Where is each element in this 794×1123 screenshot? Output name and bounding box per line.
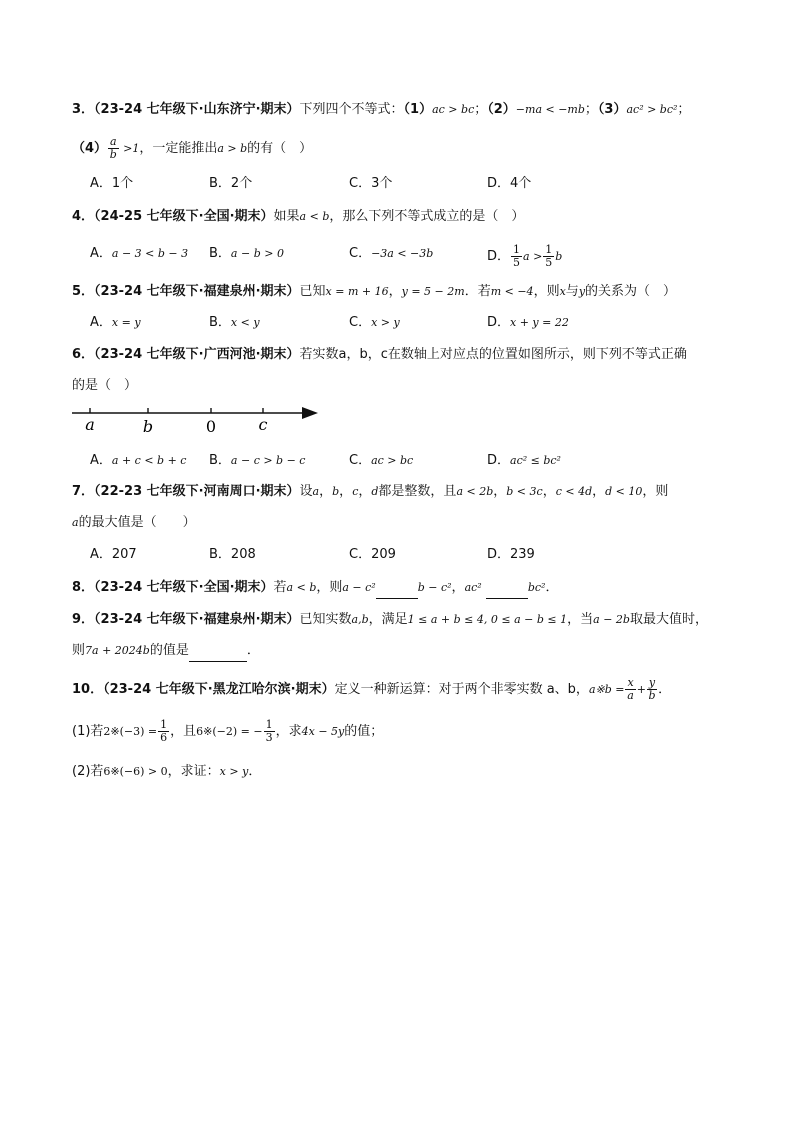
q5-options (90, 313, 730, 333)
q9-condition: 1 ≤ a + b ≤ 4, 0 ≤ a − b ≤ 1 (407, 613, 568, 626)
q10-part2-text: ，求证： (167, 764, 220, 779)
q7-var-b: b (332, 485, 340, 498)
option-label: D． (487, 315, 511, 330)
q7-cond1: a < 2b (456, 485, 494, 498)
q10-number: 10． (72, 682, 104, 697)
q7-line2-text: 的最大值是（ ） (78, 515, 196, 530)
q6-option-b[interactable] (209, 451, 305, 471)
option-label: B． (209, 453, 231, 468)
option-value: ac² ≤ bc² (510, 454, 561, 467)
q6-stem: 若实数a，b，c在数轴上对应点的位置如图所示，则下列不等式正确 (299, 347, 687, 362)
q8-source: （23-24 七年级下·全国·期末） (94, 580, 274, 595)
q7-option-b[interactable]: B．208 (209, 547, 256, 562)
q10-part2-label: (2)若 (72, 764, 104, 779)
q7-cond2: b < 3c (506, 485, 543, 498)
option-value: −3a < −3b (371, 247, 434, 260)
q3-stem: 下列四个不等式： (299, 102, 404, 117)
q5-text3: ，则 (533, 284, 560, 299)
option-d-mid: a > (523, 250, 543, 263)
q8-expr1: a − c² (342, 581, 376, 594)
q4-option-d[interactable] (487, 244, 562, 269)
q3-option-a[interactable]: A．1个 (90, 176, 134, 191)
option-value: ac > bc (371, 454, 414, 467)
q5-eq1: x = m + 16 (325, 285, 389, 298)
frac-denominator: 3 (265, 731, 273, 744)
q9-line2-prefix: 则 (72, 643, 86, 658)
q7-line1: 7．（22-23 七年级下·河南周口·期末）设a，b，c，d都是整数，且a < 2b，b < 3c，c < 4d，d < 10，则 (72, 484, 669, 499)
q9-text4: 取最大值时， (629, 612, 708, 627)
option-value: a − b > 0 (230, 247, 284, 260)
q10-frac-x-a (625, 677, 635, 702)
q3-option-c[interactable]: C．3个 (349, 176, 393, 191)
q6-number: 6． (72, 347, 95, 362)
option-value: a − 3 < b − 3 (111, 247, 189, 260)
q5-option-d[interactable] (487, 313, 569, 333)
q5-text4: 与 (565, 284, 579, 299)
q10-part1-expr2: 6※(−2) = − (196, 725, 263, 738)
q9-line2-expr: 7a + 2024b (85, 644, 150, 657)
q3-option-d[interactable]: D．4个 (487, 176, 532, 191)
frac-numerator: 1 (513, 243, 521, 256)
q4-option-b[interactable] (209, 244, 284, 264)
q5-option-c[interactable] (349, 313, 400, 333)
q3-item4-fraction (108, 136, 119, 161)
q7-line2 (72, 513, 196, 533)
q10-part2-target: x > y (219, 765, 249, 778)
frac-numerator: x (627, 676, 634, 689)
option-value: a + c < b + c (111, 454, 187, 467)
q4-condition: a < b (299, 210, 330, 223)
q3-item1-label: （1） (403, 102, 433, 117)
option-label: C． (349, 453, 372, 468)
q10-plus: + (636, 683, 646, 696)
q3-options (90, 174, 730, 194)
q3-item1: ac > bc (432, 103, 475, 116)
frac-denominator: 5 (513, 256, 521, 269)
q5-sep: ， (388, 284, 402, 299)
q5-number: 5． (72, 284, 95, 299)
q10-part1-mid: ，且 (170, 724, 197, 739)
option-value: x < y (230, 316, 260, 329)
q5-var-x: x (559, 285, 566, 298)
frac-numerator: y (648, 676, 656, 689)
q4-text2: ，那么下列不等式成立的是（ ） (329, 209, 525, 224)
q7-stem: 设 (299, 484, 313, 499)
q7-source: （22-23 七年级下·河南周口·期末） (94, 484, 300, 499)
q7-var-a: a (312, 485, 320, 498)
q9-source: （23-24 七年级下·福建泉州·期末） (94, 612, 300, 627)
frac-denominator: b (109, 148, 117, 161)
q8-number: 8． (72, 580, 95, 595)
q6-text2: 的是（ ） (72, 378, 138, 393)
option-value: x + y = 22 (510, 316, 569, 329)
q7-var-d: d (371, 485, 379, 498)
q6-option-a[interactable] (90, 451, 186, 471)
option-label: A． (90, 246, 112, 261)
q9-text2: ，满足 (368, 612, 408, 627)
option-label: B． (209, 246, 231, 261)
q9-number: 9． (72, 612, 95, 627)
q10-line1 (72, 677, 671, 702)
option-label: A． (90, 453, 112, 468)
q10-part1-label: (1)若 (72, 724, 104, 739)
axis-label-a: a (85, 415, 95, 434)
q7-option-d[interactable]: D．239 (487, 547, 535, 562)
q9-vars: a,b (351, 613, 369, 626)
option-value: x > y (371, 316, 400, 329)
q4-option-a[interactable] (90, 244, 188, 264)
number-line (70, 400, 330, 440)
q5-option-b[interactable] (209, 313, 260, 333)
q10-part2 (72, 762, 261, 782)
frac-numerator: 1 (265, 718, 273, 731)
axis-label-b: b (142, 417, 154, 436)
q3-item2-label: （2） (487, 102, 516, 117)
q8-line1 (72, 578, 558, 599)
q5-eq3: m < −4 (490, 285, 534, 298)
q10-part1-text: ，求 (275, 724, 302, 739)
q3-item3: ac² > bc² (626, 103, 678, 116)
q5-stem: 已知 (299, 284, 326, 299)
q4-source: （24-25 七年级下·全国·期末） (94, 209, 274, 224)
q10-part1-text2: 的值； (344, 724, 384, 739)
q9-line2-text: 的值是 (149, 643, 189, 658)
q7-option-a[interactable]: A．207 (90, 547, 137, 562)
q7-number: 7． (72, 484, 95, 499)
q5-line1 (72, 282, 676, 302)
q3-item3-label: （3） (597, 102, 627, 117)
frac-denominator: 5 (545, 256, 553, 269)
q3-text3: 的有（ ） (247, 141, 313, 156)
option-label: C． (349, 315, 372, 330)
q10-end: ． (658, 682, 672, 697)
option-value: a − c > b − c (230, 454, 306, 467)
q3-number: 3． (72, 102, 95, 117)
option-label: A． (90, 315, 112, 330)
q9-line1 (72, 610, 708, 630)
q8-blank-2[interactable] (486, 578, 528, 599)
q8-condition: a < b (286, 581, 317, 594)
q8-expr2: b − c² (417, 581, 452, 594)
q6-options (90, 451, 730, 471)
q4-number: 4． (72, 209, 95, 224)
q5-text2: ．若 (464, 284, 491, 299)
q7-text3: ，则 (642, 484, 669, 499)
q8-sep: ， (451, 580, 465, 595)
q4-stem: 如果 (273, 209, 300, 224)
q10-source: （23-24 七年级下·黑龙江哈尔滨·期末） (103, 682, 335, 697)
q5-eq2: y = 5 − 2m (401, 285, 465, 298)
q8-expr4: bc² (527, 581, 546, 594)
frac-numerator: 1 (160, 718, 168, 731)
q3-conclusion: a > b (217, 142, 248, 155)
q3-item4-tail: >1 (119, 142, 140, 155)
q7-var-c: c (352, 485, 359, 498)
frac-denominator: b (648, 689, 656, 702)
q8-end: ． (545, 580, 559, 595)
q7-cond4: d < 10 (605, 485, 643, 498)
number-line-arrow (302, 407, 318, 419)
q9-expr: a − 2b (593, 613, 630, 626)
q4-line1 (72, 207, 524, 227)
q8-blank-1[interactable] (376, 578, 418, 599)
q3-line2 (72, 136, 312, 161)
option-label: B． (209, 315, 231, 330)
q5-option-a[interactable] (90, 313, 141, 333)
option-d-end: b (555, 250, 563, 263)
q9-text3: ，当 (567, 612, 594, 627)
q10-part1-expr1: 2※(−3) = (103, 725, 158, 738)
q7-options (90, 545, 730, 565)
q6-line2 (72, 376, 137, 396)
q10-stem: 定义一种新运算：对于两个非零实数 a、b， (334, 682, 589, 697)
q3-text2: ，一定能推出 (139, 141, 218, 156)
q6-option-c[interactable] (349, 451, 413, 471)
q6-source: （23-24 七年级下·广西河池·期末） (94, 347, 300, 362)
q9-line2 (72, 641, 260, 662)
q6-option-d[interactable] (487, 451, 561, 471)
axis-label-0: 0 (205, 417, 217, 436)
q3-sep1: ； (474, 102, 488, 117)
q6-line1 (72, 345, 687, 365)
q7-line2-var: a (72, 516, 79, 529)
q10-part1-target: 4x − 5y (301, 725, 345, 738)
q5-source: （23-24 七年级下·福建泉州·期末） (94, 284, 300, 299)
q3-option-b[interactable]: B．2个 (209, 176, 253, 191)
q8-text2: ，则 (316, 580, 343, 595)
frac-numerator: a (110, 135, 117, 148)
option-value: x = y (111, 316, 141, 329)
q7-cond3: c < 4d (555, 485, 593, 498)
q4-options (90, 243, 730, 269)
q8-stem: 若 (273, 580, 287, 595)
axis-label-c: c (258, 415, 268, 434)
q3-sep3: ； (677, 102, 691, 117)
q9-stem: 已知实数 (299, 612, 352, 627)
q7-text2: 都是整数，且 (378, 484, 457, 499)
q10-part1-frac1 (158, 719, 169, 744)
q4-option-c[interactable] (349, 244, 433, 264)
q7-option-c[interactable]: C．209 (349, 547, 396, 562)
option-label: C． (349, 246, 372, 261)
q10-frac-y-b (647, 677, 657, 702)
option-label: D． (487, 453, 511, 468)
frac-denominator: a (627, 689, 634, 702)
q9-end: ． (246, 643, 260, 658)
q5-var-y: y (578, 285, 586, 298)
frac-numerator: 1 (545, 243, 553, 256)
q10-part2-end: ． (248, 764, 262, 779)
q3-item4-label: （4） (72, 141, 108, 156)
q5-text5: 的关系为（ ） (585, 284, 677, 299)
q3-source: （23-24 七年级下·山东济宁·期末） (94, 102, 300, 117)
option-d-fraction2 (543, 244, 554, 269)
q3-sep2: ； (584, 102, 598, 117)
frac-denominator: 6 (160, 731, 168, 744)
q3-line1 (72, 100, 690, 120)
q8-expr3: ac² (464, 581, 482, 594)
option-label: D． (487, 249, 511, 264)
q10-part2-expr: 6※(−6) > 0 (103, 765, 168, 778)
q10-part1-frac2 (264, 719, 275, 744)
q9-blank[interactable] (189, 641, 247, 662)
q10-operation: a※b = (588, 683, 625, 696)
q10-part1 (72, 719, 383, 744)
option-d-fraction1 (511, 244, 522, 269)
q3-item2: −ma < −mb (515, 103, 585, 116)
